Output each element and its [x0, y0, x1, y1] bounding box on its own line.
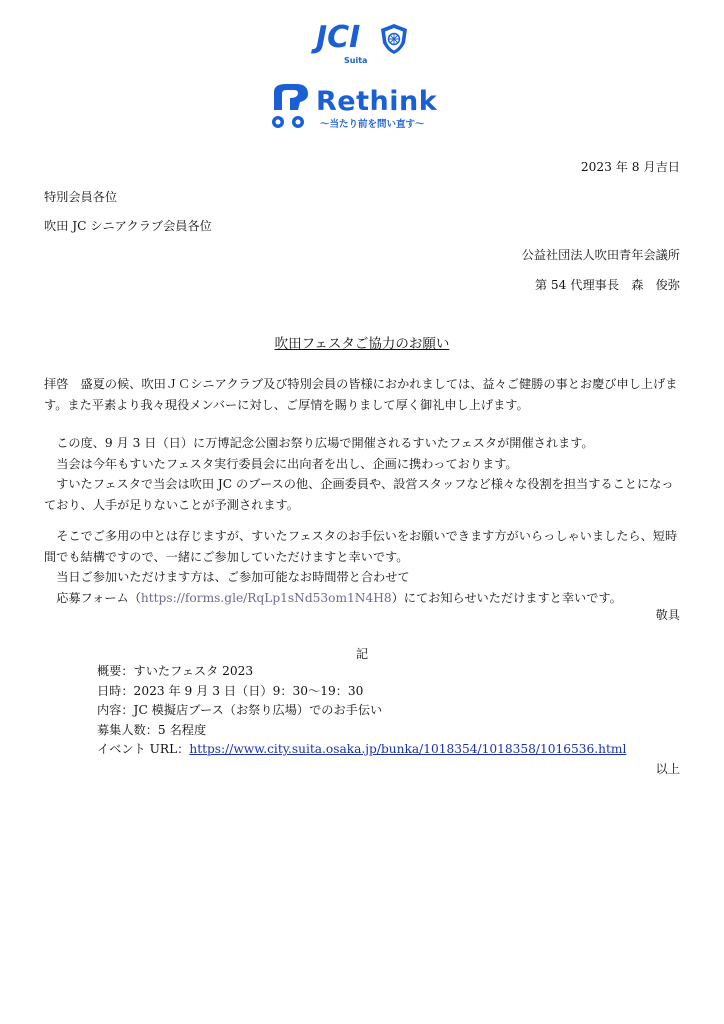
paragraph-request	[44, 526, 684, 608]
closing-keigu: 敬具	[655, 608, 680, 622]
closing-ijou: 以上	[655, 762, 680, 776]
jci-logo-text: JCI	[316, 20, 361, 55]
paragraph-announcement	[44, 433, 684, 515]
text-line: この度、9 月 3 日（日）に万博記念公園お祭り広場で開催されるすいたフェスタが開催されます。	[56, 436, 594, 450]
form-prefix: 応募フォーム（	[56, 590, 141, 605]
application-form-link[interactable]: https://forms.gle/RqLp1sNd53om1N4H8	[140, 590, 392, 605]
recipient-special-members: 特別会員各位	[44, 190, 118, 204]
detail-event-url	[97, 740, 626, 760]
event-url-label: イベント URL：	[97, 742, 190, 756]
recipient-senior-club: 吹田 JC シニアクラブ会員各位	[44, 219, 212, 233]
text-line: ており、人手が足りないことが予測されます。	[44, 497, 299, 512]
text-line: 当日ご参加いただけます方は、ご参加可能なお時間帯と合わせて	[56, 570, 410, 584]
text-line: 拝啓 盛夏の候、吹田ＪＣシニアクラブ及び特別会員の皆様におかれましては、益々ご健勝の事とお慶び申し上げま	[44, 377, 678, 391]
detail-datetime: 日時：2023 年 9 月 3 日（日）9：30〜19：30	[97, 683, 364, 698]
jci-shield-icon	[379, 23, 409, 55]
detail-content: 内容：JC 模擬店ブース（お祭り広場）でのお手伝い	[97, 703, 383, 717]
text-line: そこでご多用の中とは存じますが、すいたフェスタのお手伝いをお願いできます方がいらっしゃいましたら、短時	[56, 529, 678, 543]
rethink-logo-text: Rethink	[316, 86, 438, 117]
letter-title: 吹田フェスタご協力のお願い	[274, 336, 450, 352]
letter-date: 2023 年 8 月吉日	[580, 160, 680, 174]
text-line: す。また平素より我々現役メンバーに対し、ご厚情を賜りまして厚く御礼申し上げます。	[44, 397, 529, 412]
detail-overview: 概要：すいたフェスタ 2023	[97, 664, 254, 678]
jci-logo-subtext: Suita	[344, 56, 368, 65]
form-suffix: ）にてお知らせいただけますと幸いです。	[391, 590, 622, 605]
text-line: 間でも結構ですので、一緒にご参加していただけますと幸いです。	[44, 549, 409, 564]
text-line	[44, 588, 684, 609]
rethink-logo-tagline: 〜当たり前を問い直す〜	[320, 119, 425, 130]
sender-organization: 公益社団法人吹田青年会議所	[521, 248, 680, 262]
text-line: 当会は今年もすいたフェスタ実行委員会に出向者を出し、企画に携わっております。	[56, 456, 518, 471]
event-url-link[interactable]: https://www.city.suita.osaka.jp/bunka/1018354/1018358/1016536.html	[189, 742, 627, 756]
rethink-mascot-icon	[268, 84, 312, 132]
rethink-logo	[264, 84, 454, 134]
sender-name: 第 54 代理事長 森 俊弥	[534, 278, 680, 292]
event-details	[97, 662, 626, 760]
text-line: すいたフェスタで当会は吹田 JC のブースの他、企画委員や、設営スタッフなど様々な役割を担当することになっ	[56, 477, 674, 491]
jci-suita-logo	[316, 20, 416, 72]
paragraph-greeting	[44, 374, 684, 415]
details-heading: 記	[355, 647, 369, 661]
detail-recruit: 募集人数：5 名程度	[97, 722, 207, 737]
